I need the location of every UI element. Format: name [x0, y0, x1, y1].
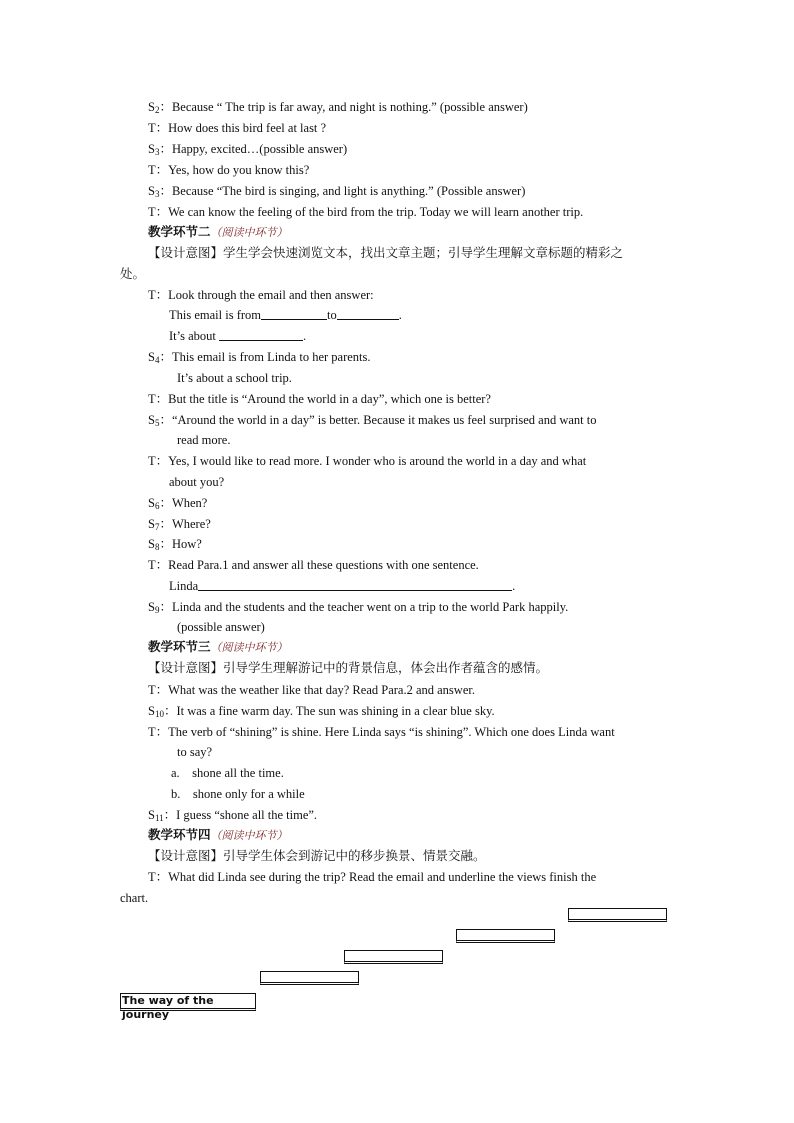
line-s6-question: $S_6$：When?: [148, 496, 208, 511]
line-s5-answer-cont: read more.: [177, 433, 231, 447]
chart-box-2[interactable]: [260, 971, 359, 985]
chart-box-3[interactable]: [344, 950, 443, 964]
line-fill-blank-about: It’s about .: [169, 329, 307, 343]
line-s9-answer-cont: (possible answer): [177, 620, 265, 634]
line-t-instruction: T：Look through the email and then answer:: [148, 288, 374, 302]
section-heading-2: 教学环节二（阅读中环节）: [148, 224, 288, 239]
line-s3-answer: $S_3$：Happy, excited…(possible answer): [148, 142, 348, 157]
line-t-instruction: T：What did Linda see during the trip? Read the email and underline the views finish the: [148, 870, 597, 884]
design-intent-4: 【设计意图】引导学生体会到游记中的移步换景、情景交融。: [148, 848, 486, 863]
design-intent-2-cont: 处。: [120, 266, 146, 281]
blank-about[interactable]: [219, 328, 303, 341]
line-s9-answer: $S_9$：Linda and the students and the teacher went on a trip to the world Park happily.: [148, 600, 569, 615]
line-s8-question: $S_8$：How?: [148, 537, 202, 552]
line-s5-answer: $S_5$：“Around the world in a day” is better. Because it makes us feel surprised and want to: [148, 413, 597, 428]
line-t-question: T：The verb of “shining” is shine. Here Linda says “is shining”. Which one does Linda want: [148, 725, 615, 739]
line-s10-answer: $S_{10}$：It was a fine warm day. The sun was shining in a clear blue sky.: [148, 704, 495, 719]
section-heading-3: 教学环节三（阅读中环节）: [148, 639, 288, 654]
line-s4-answer: $S_4$：This email is from Linda to her parents.: [148, 350, 371, 365]
option-b: b. shone only for a while: [171, 787, 305, 801]
line-fill-blank-from-to: This email is from to .: [169, 308, 402, 322]
line-t-question: T：How does this bird feel at last ?: [148, 121, 327, 135]
line-t-question: T：But the title is “Around the world in a day”, which one is better?: [148, 392, 491, 406]
line-t-statement-cont: about you?: [169, 475, 225, 489]
line-t-instruction-cont: chart.: [120, 891, 149, 905]
option-a: a. shone all the time.: [171, 766, 284, 780]
blank-to[interactable]: [337, 307, 399, 320]
line-s11-answer: $S_{11}$：I guess “shone all the time”.: [148, 808, 318, 823]
line-s2-answer: $S_2$：Because “ The trip is far away, and night is nothing.” (possible answer): [148, 100, 528, 115]
design-intent-2: 【设计意图】学生学会快速浏览文本，找出文章主题；引导学生理解文章标题的精彩之: [148, 245, 624, 260]
line-t-statement: T：Yes, I would like to read more. I wonder who is around the world in a day and what: [148, 454, 587, 468]
blank-from[interactable]: [261, 307, 327, 320]
blank-linda-sentence[interactable]: [198, 578, 512, 591]
line-t-question: T：What was the weather like that day? Read Para.2 and answer.: [148, 683, 475, 697]
design-intent-3: 【设计意图】引导学生理解游记中的背景信息，体会出作者蕴含的感情。: [148, 660, 549, 675]
line-s7-question: $S_7$：Where?: [148, 517, 211, 532]
line-t-question-cont: to say?: [177, 745, 213, 759]
line-fill-blank-linda: Linda .: [169, 579, 516, 593]
chart-label-box: The way of the journey: [120, 993, 256, 1011]
line-t-question: T：Yes, how do you know this?: [148, 163, 310, 177]
section-heading-4: 教学环节四（阅读中环节）: [148, 827, 288, 842]
line-t-statement: T：We can know the feeling of the bird from the trip. Today we will learn another trip.: [148, 205, 584, 219]
chart-box-4[interactable]: [456, 929, 555, 943]
chart-box-5[interactable]: [568, 908, 667, 922]
line-s3-answer: $S_3$：Because “The bird is singing, and light is anything.” (Possible answer): [148, 184, 526, 199]
line-t-instruction: T：Read Para.1 and answer all these questions with one sentence.: [148, 558, 479, 572]
line-s4-answer-cont: It’s about a school trip.: [177, 371, 292, 385]
